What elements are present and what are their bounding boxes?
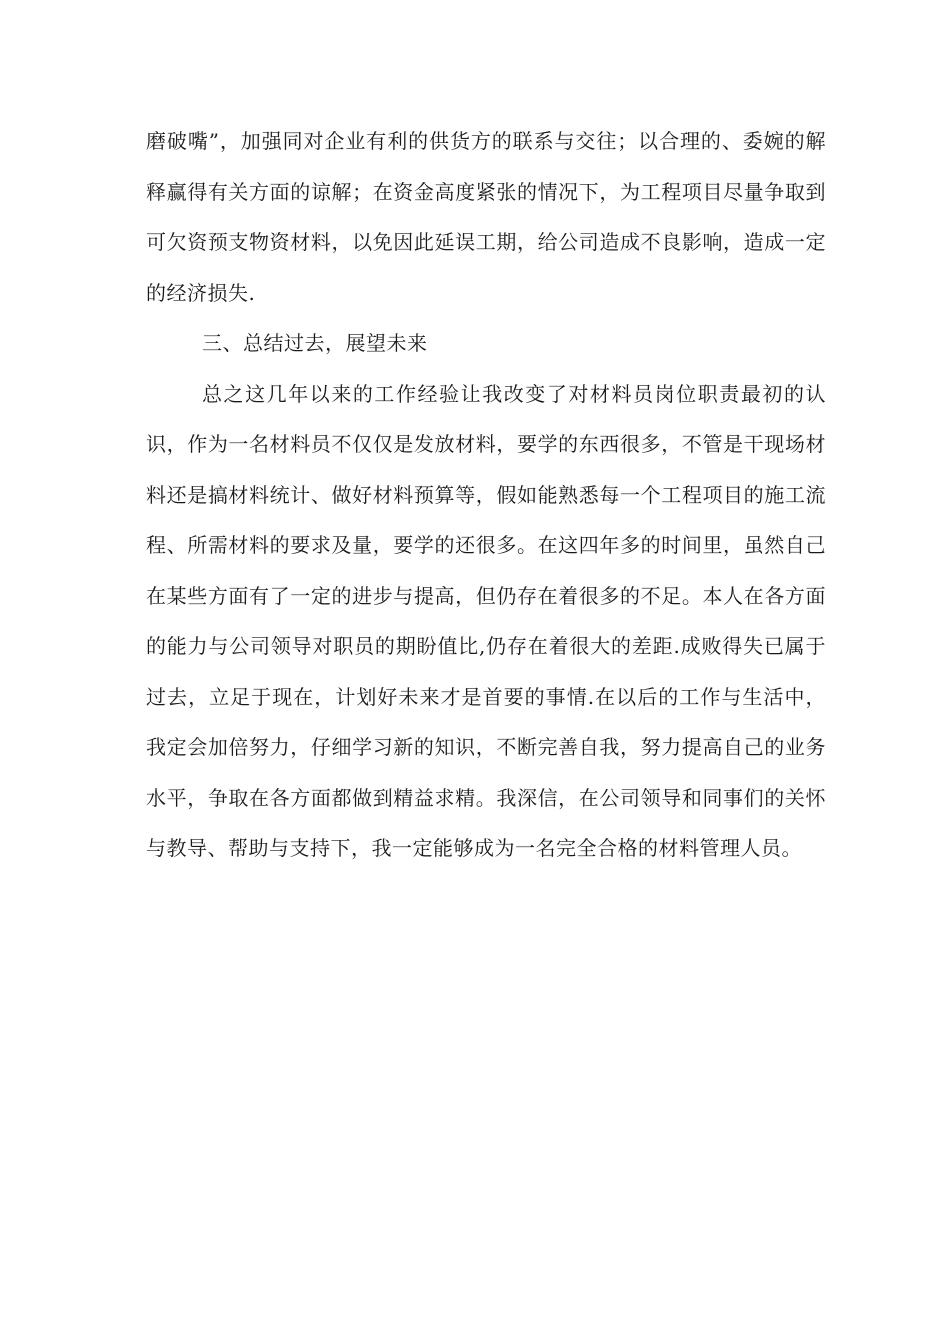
text-line: 我定会加倍努力，仔细学习新的知识，不断完善自我，努力提高自己的业务 [146, 735, 826, 759]
text-line: 磨破嘴”，加强同对企业有利的供货方的联系与交往；以合理的、委婉的解 [146, 129, 826, 153]
text-line: 总之这几年以来的工作经验让我改变了对材料员岗位职责最初的认 [202, 381, 826, 406]
section-heading: 三、总结过去，展望未来 [202, 331, 428, 355]
paragraph-continued [146, 116, 826, 318]
text-line: 的能力与公司领导对职员的期盼值比,仍存在着很大的差距.成败得失已属于 [146, 634, 826, 658]
text-line: 水平，争取在各方面都做到精益求精。我深信，在公司领导和同事们的关怀 [146, 785, 826, 810]
text-line: 与教导、帮助与支持下，我一定能够成为一名完全合格的材料管理人员。 [146, 836, 802, 860]
text-line: 在某些方面有了一定的进步与提高，但仍存在着很多的不足。本人在各方面 [146, 583, 826, 608]
text-line: 程、所需材料的要求及量，要学的还很多。在这四年多的时间里，虽然自己 [146, 533, 826, 557]
text-line: 过去，立足于现在，计划好未来才是首要的事情.在以后的工作与生活中， [146, 684, 826, 709]
paragraph-summary [146, 369, 826, 874]
text-line: 释赢得有关方面的谅解；在资金高度紧张的情况下，为工程项目尽量争取到 [146, 179, 826, 204]
text-line: 可欠资预支物资材料，以免因此延误工期，给公司造成不良影响，造成一定 [146, 230, 826, 254]
text-line: 识，作为一名材料员不仅仅是发放材料，要学的东西很多，不管是干现场材 [146, 432, 826, 456]
document-body [146, 116, 826, 874]
text-line: 的经济损失. [146, 280, 256, 305]
text-line: 料还是搞材料统计、做好材料预算等，假如能熟悉每一个工程项目的施工流 [146, 482, 826, 507]
